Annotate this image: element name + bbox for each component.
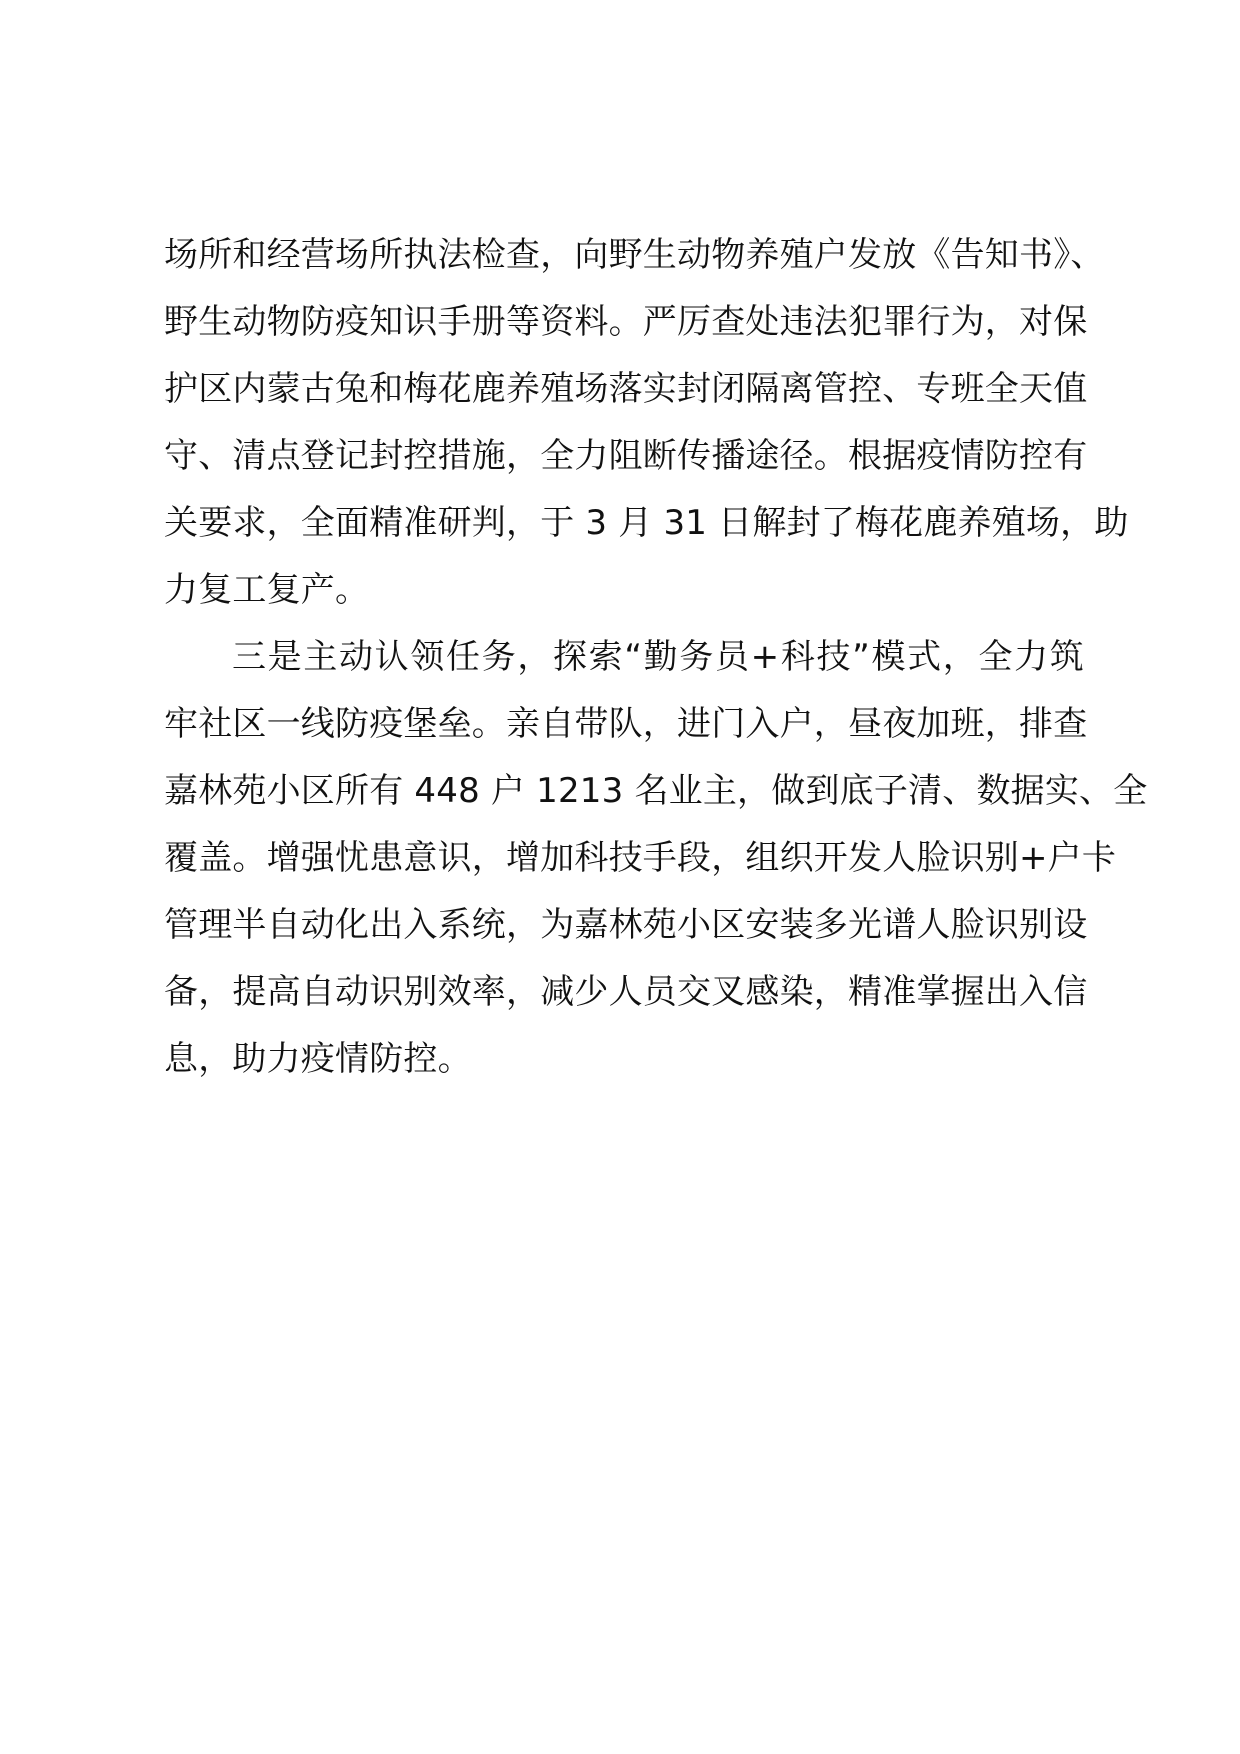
paragraph-1	[164, 222, 1129, 624]
paragraph-line: 息，助力疫情防控。	[164, 1039, 472, 1079]
paragraph-line: 力复工复产。	[164, 570, 370, 610]
paragraph-line: 牢社区一线防疫堡垒。亲自带队，进门入户，昼夜加班，排查	[164, 704, 1088, 744]
document-body	[164, 222, 1148, 1093]
paragraph-line: 备，提高自动识别效率，减少人员交叉感染，精准掌握出入信	[164, 972, 1088, 1012]
paragraph-line: 嘉林苑小区所有 448 户 1213 名业主，做到底子清、数据实、全	[164, 771, 1148, 811]
paragraph-line: 关要求，全面精准研判，于 3 月 31 日解封了梅花鹿养殖场，助	[164, 503, 1129, 543]
paragraph-line: 场所和经营场所执法检查，向野生动物养殖户发放《告知书》、	[164, 235, 1105, 275]
paragraph-line: 守、清点登记封控措施，全力阻断传播途径。根据疫情防控有	[164, 436, 1088, 476]
paragraph-line: 野生动物防疫知识手册等资料。严厉查处违法犯罪行为，对保	[164, 302, 1088, 342]
paragraph-line: 管理半自动化出入系统，为嘉林苑小区安装多光谱人脸识别设	[164, 905, 1088, 945]
paragraph-line: 覆盖。增强忧患意识，增加科技手段，组织开发人脸识别+户卡	[164, 838, 1117, 878]
paragraph-2	[164, 624, 1148, 1093]
paragraph-line: 三是主动认领任务，探索“勤务员+科技”模式，全力筑	[232, 637, 1084, 677]
paragraph-line: 护区内蒙古兔和梅花鹿养殖场落实封闭隔离管控、专班全天值	[164, 369, 1088, 409]
